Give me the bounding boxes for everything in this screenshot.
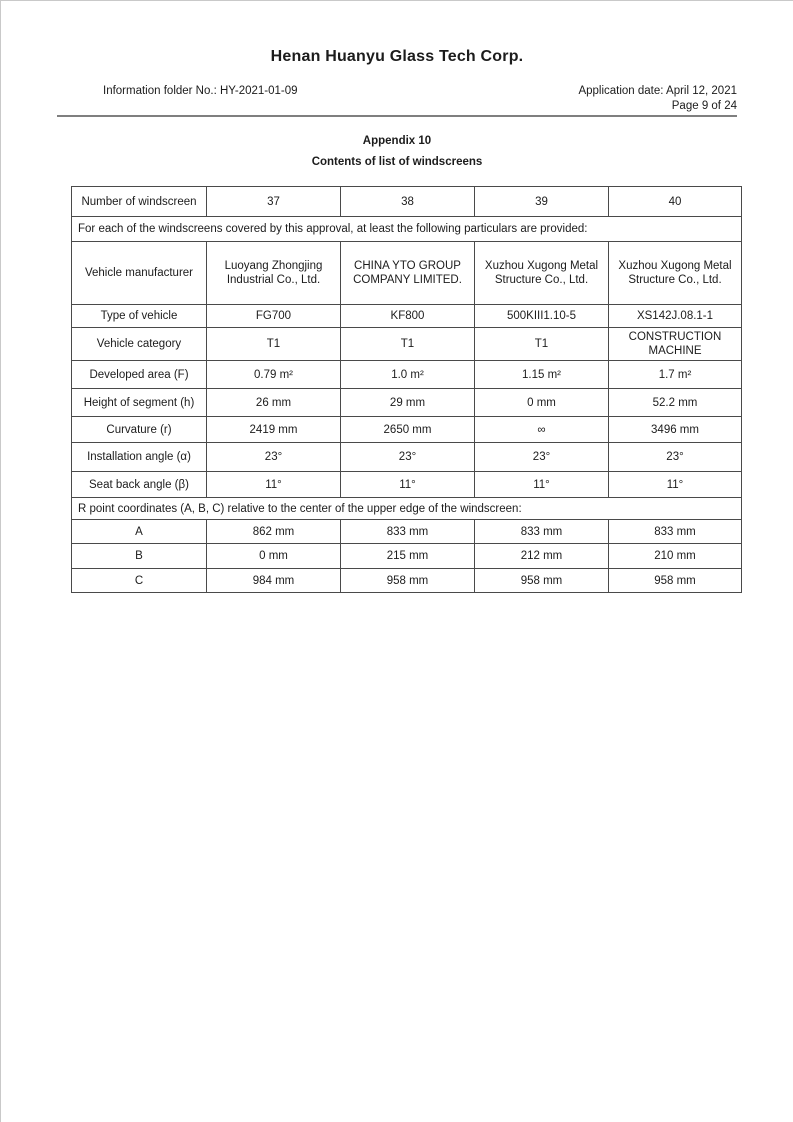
table-cell: 37 xyxy=(207,187,341,217)
table-row-number-of-windscreen xyxy=(72,187,742,217)
table-cell: 11° xyxy=(609,472,742,498)
row-label: Curvature (r) xyxy=(72,417,207,443)
row-label: C xyxy=(72,569,207,593)
row-label: Developed area (F) xyxy=(72,361,207,389)
note-r-point-coordinates: R point coordinates (A, B, C) relative to the center of the upper edge of the windscreen: xyxy=(72,498,742,520)
table-cell: T1 xyxy=(475,328,609,361)
table-cell: 210 mm xyxy=(609,544,742,569)
table-cell: 11° xyxy=(207,472,341,498)
table-row-coordinate-b xyxy=(72,544,742,569)
table-cell: 1.7 m² xyxy=(609,361,742,389)
table-cell: 29 mm xyxy=(341,389,475,417)
table-cell: 3496 mm xyxy=(609,417,742,443)
info-folder-number: Information folder No.: HY-2021-01-09 xyxy=(103,85,298,97)
table-cell: Xuzhou Xugong Metal Structure Co., Ltd. xyxy=(609,242,742,305)
table-cell: CONSTRUCTION MACHINE xyxy=(609,328,742,361)
table-cell: XS142J.08.1-1 xyxy=(609,305,742,328)
table-cell: 1.15 m² xyxy=(475,361,609,389)
company-title: Henan Huanyu Glass Tech Corp. xyxy=(270,48,524,65)
table-row-height-of-segment xyxy=(72,389,742,417)
table-note-row xyxy=(72,498,742,520)
table-cell: FG700 xyxy=(207,305,341,328)
table-cell: 958 mm xyxy=(609,569,742,593)
row-label: Installation angle (α) xyxy=(72,443,207,472)
table-cell: 11° xyxy=(475,472,609,498)
table-row-vehicle-manufacturer xyxy=(72,242,742,305)
table-cell: 2650 mm xyxy=(341,417,475,443)
table-cell: ∞ xyxy=(475,417,609,443)
table-cell: 11° xyxy=(341,472,475,498)
row-label: A xyxy=(72,520,207,544)
table-row-coordinate-a xyxy=(72,520,742,544)
table-cell: 52.2 mm xyxy=(609,389,742,417)
application-date: Application date: April 12, 2021 xyxy=(578,85,737,97)
table-row-developed-area xyxy=(72,361,742,389)
table-cell: 1.0 m² xyxy=(341,361,475,389)
table-row-vehicle-category xyxy=(72,328,742,361)
table-row-coordinate-c xyxy=(72,569,742,593)
table-cell: 2419 mm xyxy=(207,417,341,443)
table-cell: 40 xyxy=(609,187,742,217)
table-cell: 0.79 m² xyxy=(207,361,341,389)
table-cell: T1 xyxy=(341,328,475,361)
table-row-installation-angle xyxy=(72,443,742,472)
header-rule xyxy=(57,115,737,117)
table-row-type-of-vehicle xyxy=(72,305,742,328)
table-cell: 23° xyxy=(207,443,341,472)
table-cell: 0 mm xyxy=(207,544,341,569)
table-cell: 38 xyxy=(341,187,475,217)
table-cell: KF800 xyxy=(341,305,475,328)
table-cell: 23° xyxy=(609,443,742,472)
row-label: B xyxy=(72,544,207,569)
table-cell: Xuzhou Xugong Metal Structure Co., Ltd. xyxy=(475,242,609,305)
row-label: Height of segment (h) xyxy=(72,389,207,417)
row-label: Number of windscreen xyxy=(72,187,207,217)
row-label: Seat back angle (β) xyxy=(72,472,207,498)
table-cell: CHINA YTO GROUP COMPANY LIMITED. xyxy=(341,242,475,305)
table-cell: 958 mm xyxy=(475,569,609,593)
table-cell: 0 mm xyxy=(475,389,609,417)
appendix-title: Appendix 10 xyxy=(362,135,432,147)
document-subtitle: Contents of list of windscreens xyxy=(311,156,483,168)
note-particulars: For each of the windscreens covered by this approval, at least the following particulars are provided: xyxy=(72,217,742,242)
header-right-block xyxy=(578,84,737,114)
document-header xyxy=(57,84,737,114)
table-cell: 833 mm xyxy=(609,520,742,544)
table-row-seat-back-angle xyxy=(72,472,742,498)
table-cell: 39 xyxy=(475,187,609,217)
table-cell: 500KIII1.10-5 xyxy=(475,305,609,328)
table-cell: 833 mm xyxy=(341,520,475,544)
table-cell: Luoyang Zhongjing Industrial Co., Ltd. xyxy=(207,242,341,305)
table-note-row xyxy=(72,217,742,242)
table-row-curvature xyxy=(72,417,742,443)
table-cell: 958 mm xyxy=(341,569,475,593)
table-cell: 833 mm xyxy=(475,520,609,544)
table-cell: 23° xyxy=(341,443,475,472)
table-cell: 23° xyxy=(475,443,609,472)
table-cell: 26 mm xyxy=(207,389,341,417)
table-cell: 215 mm xyxy=(341,544,475,569)
table-cell: 984 mm xyxy=(207,569,341,593)
row-label: Type of vehicle xyxy=(72,305,207,328)
table-cell: 212 mm xyxy=(475,544,609,569)
table-cell: T1 xyxy=(207,328,341,361)
table-cell: 862 mm xyxy=(207,520,341,544)
row-label: Vehicle manufacturer xyxy=(72,242,207,305)
windscreen-table xyxy=(71,186,742,593)
row-label: Vehicle category xyxy=(72,328,207,361)
page-number: Page 9 of 24 xyxy=(671,100,737,112)
